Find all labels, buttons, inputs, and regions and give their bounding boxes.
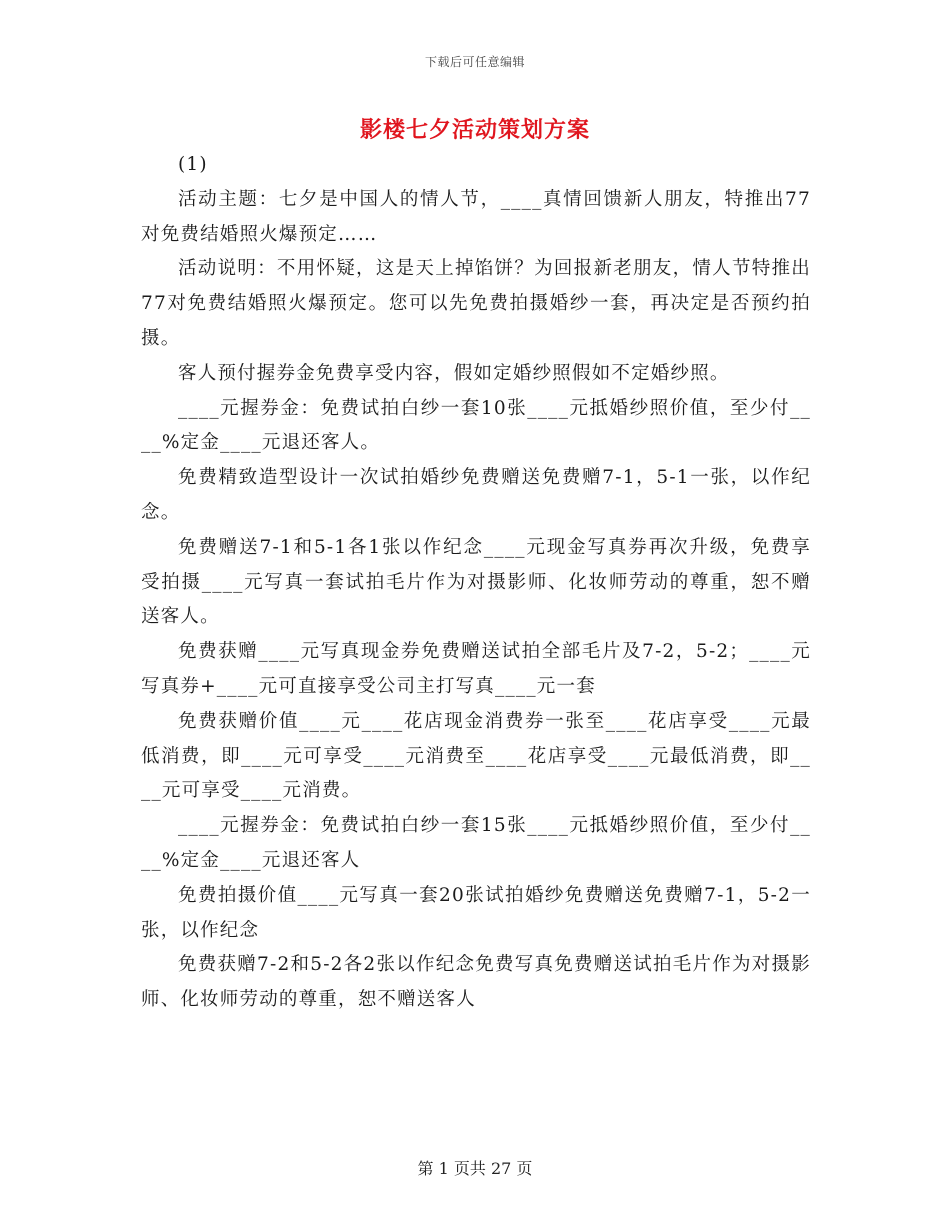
document-title: 影楼七夕活动策划方案 [359, 117, 590, 143]
paragraph: 免费获赠价值____元____花店现金消费券一张至____花店享受____元最低消费，即____元可享受____元消费至____花店享受____元最低消费，即____元可享受____元消费。 [141, 710, 811, 802]
paragraph: 免费获赠7-2和5-2各2张以作纪念免费写真免费赠送试拍毛片作为对摄影师、化妆师劳动的尊重，恕不赠送客人 [141, 954, 811, 1011]
paragraph-activity-theme: 活动主题：七夕是中国人的情人节，____真情回馈新人朋友，特推出77对免费结婚照火爆预定…… [141, 188, 811, 245]
page-header-note: 下载后可任意编辑 [424, 55, 525, 69]
paragraph: 免费精致造型设计一次试拍婚纱免费赠送免费赠7-1，5-1一张，以作纪念。 [141, 467, 811, 523]
paragraph: ____元握券金：免费试拍白纱一套10张____元抵婚纱照价值，至少付____%定金____元退还客人。 [141, 397, 811, 454]
paragraph: 免费拍摄价值____元写真一套20张试拍婚纱免费赠送免费赠7-1，5-2一张，以作纪念 [141, 884, 811, 941]
paragraph-section-number: (1) [178, 154, 208, 175]
paragraph: 免费获赠____元写真现金券免费赠送试拍全部毛片及7-2，5-2；____元写真券+____元可直接享受公司主打写真____元一套 [141, 641, 811, 697]
page-number-footer: 第 1 页共 27 页 [417, 1159, 533, 1178]
paragraph-activity-description: 活动说明：不用怀疑，这是天上掉馅饼？为回报新老朋友，情人节特推出77对免费结婚照火爆预定。您可以先免费拍摄婚纱一套，再决定是否预约拍摄。 [141, 258, 811, 349]
document-body [141, 148, 811, 1018]
paragraph: 免费赠送7-1和5-1各1张以作纪念____元现金写真券再次升级，免费享受拍摄____元写真一套试拍毛片作为对摄影师、化妆师劳动的尊重，恕不赠送客人。 [141, 536, 811, 628]
paragraph: 客人预付握券金免费享受内容，假如定婚纱照假如不定婚纱照。 [178, 362, 730, 384]
paragraph: ____元握券金：免费试拍白纱一套15张____元抵婚纱照价值，至少付____%定金____元退还客人 [141, 815, 811, 871]
